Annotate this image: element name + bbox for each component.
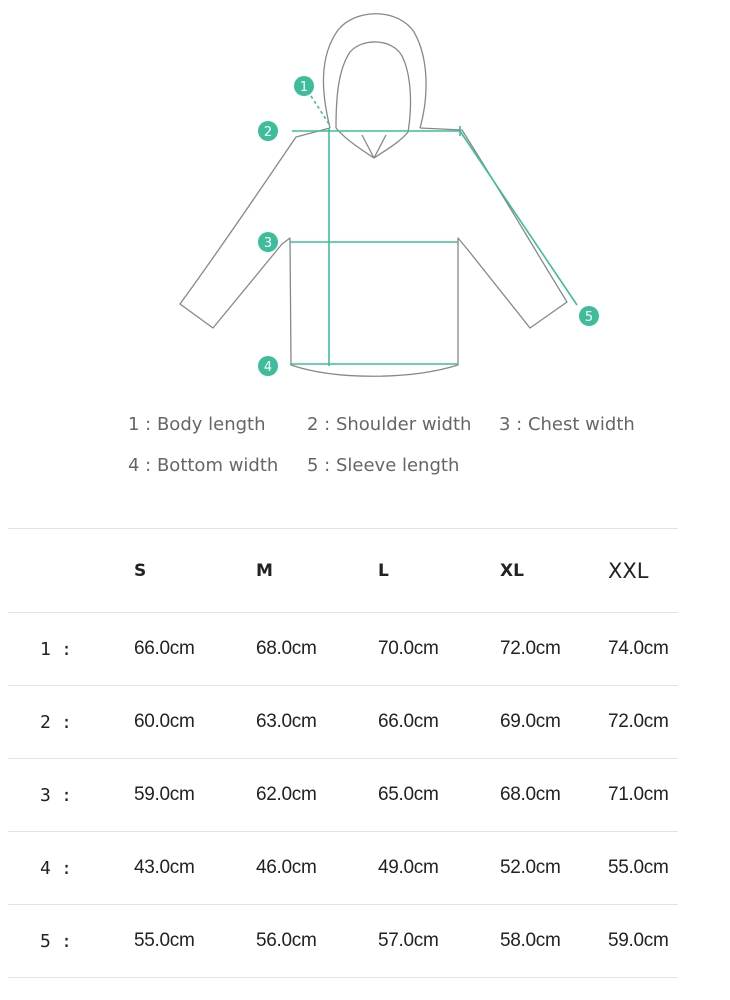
table-row — [8, 613, 678, 686]
table-header-row — [8, 529, 678, 613]
table-cell: 52.0cm — [500, 857, 561, 878]
marker-1-label: 1 — [299, 80, 309, 95]
legend-chest-width: 3 : Chest width — [499, 414, 635, 435]
marker-4 — [258, 356, 278, 376]
collar — [362, 135, 386, 158]
row-label: 2 : — [40, 711, 72, 733]
marker-5-label: 5 — [584, 310, 594, 325]
table-cell: 72.0cm — [608, 711, 669, 732]
marker-2 — [258, 121, 278, 141]
row-label: 5 : — [40, 930, 72, 952]
table-cell: 74.0cm — [608, 638, 669, 659]
row-label: 3 : — [40, 784, 72, 806]
table-row — [8, 759, 678, 832]
table-cell: 62.0cm — [256, 784, 317, 805]
table-cell: 49.0cm — [378, 857, 439, 878]
row-label: 1 : — [40, 638, 72, 660]
table-row — [8, 905, 678, 978]
header-size-xl: XL — [500, 560, 524, 581]
table-cell: 59.0cm — [608, 930, 669, 951]
table-cell: 55.0cm — [608, 857, 669, 878]
table-cell: 56.0cm — [256, 930, 317, 951]
table-cell: 60.0cm — [134, 711, 195, 732]
table-cell: 71.0cm — [608, 784, 669, 805]
table-cell: 43.0cm — [134, 857, 195, 878]
hoodie-measurement-diagram — [0, 0, 730, 400]
table-cell: 46.0cm — [256, 857, 317, 878]
table-cell: 69.0cm — [500, 711, 561, 732]
table-cell: 68.0cm — [500, 784, 561, 805]
marker-5 — [579, 306, 599, 326]
sleeve-length-line — [460, 131, 577, 305]
table-row — [8, 832, 678, 905]
size-chart-table — [8, 528, 678, 978]
legend-body-length: 1 : Body length — [128, 414, 266, 435]
table-row — [8, 686, 678, 759]
body — [180, 128, 567, 376]
legend-sleeve-length: 5 : Sleeve length — [307, 455, 460, 476]
hoodie-outline — [180, 14, 567, 377]
table-cell: 65.0cm — [378, 784, 439, 805]
marker-1 — [294, 76, 314, 96]
header-size-s: S — [134, 560, 147, 581]
header-size-xxl: XXL — [608, 558, 649, 583]
table-cell: 63.0cm — [256, 711, 317, 732]
header-size-l: L — [378, 560, 389, 581]
header-size-m: M — [256, 560, 273, 581]
table-cell: 72.0cm — [500, 638, 561, 659]
row-label: 4 : — [40, 857, 72, 879]
legend-bottom-width: 4 : Bottom width — [128, 455, 279, 476]
table-cell: 70.0cm — [378, 638, 439, 659]
table-cell: 55.0cm — [134, 930, 195, 951]
legend-shoulder-width: 2 : Shoulder width — [307, 414, 472, 435]
table-cell: 68.0cm — [256, 638, 317, 659]
marker-2-label: 2 — [263, 125, 273, 140]
table-cell: 58.0cm — [500, 930, 561, 951]
marker-3-label: 3 — [263, 236, 273, 251]
table-cell: 57.0cm — [378, 930, 439, 951]
table-cell: 66.0cm — [378, 711, 439, 732]
marker-4-label: 4 — [263, 360, 273, 375]
header-empty-cell — [8, 529, 134, 613]
marker-3 — [258, 232, 278, 252]
table-cell: 59.0cm — [134, 784, 195, 805]
hood-inner — [336, 42, 410, 158]
table-cell: 66.0cm — [134, 638, 195, 659]
